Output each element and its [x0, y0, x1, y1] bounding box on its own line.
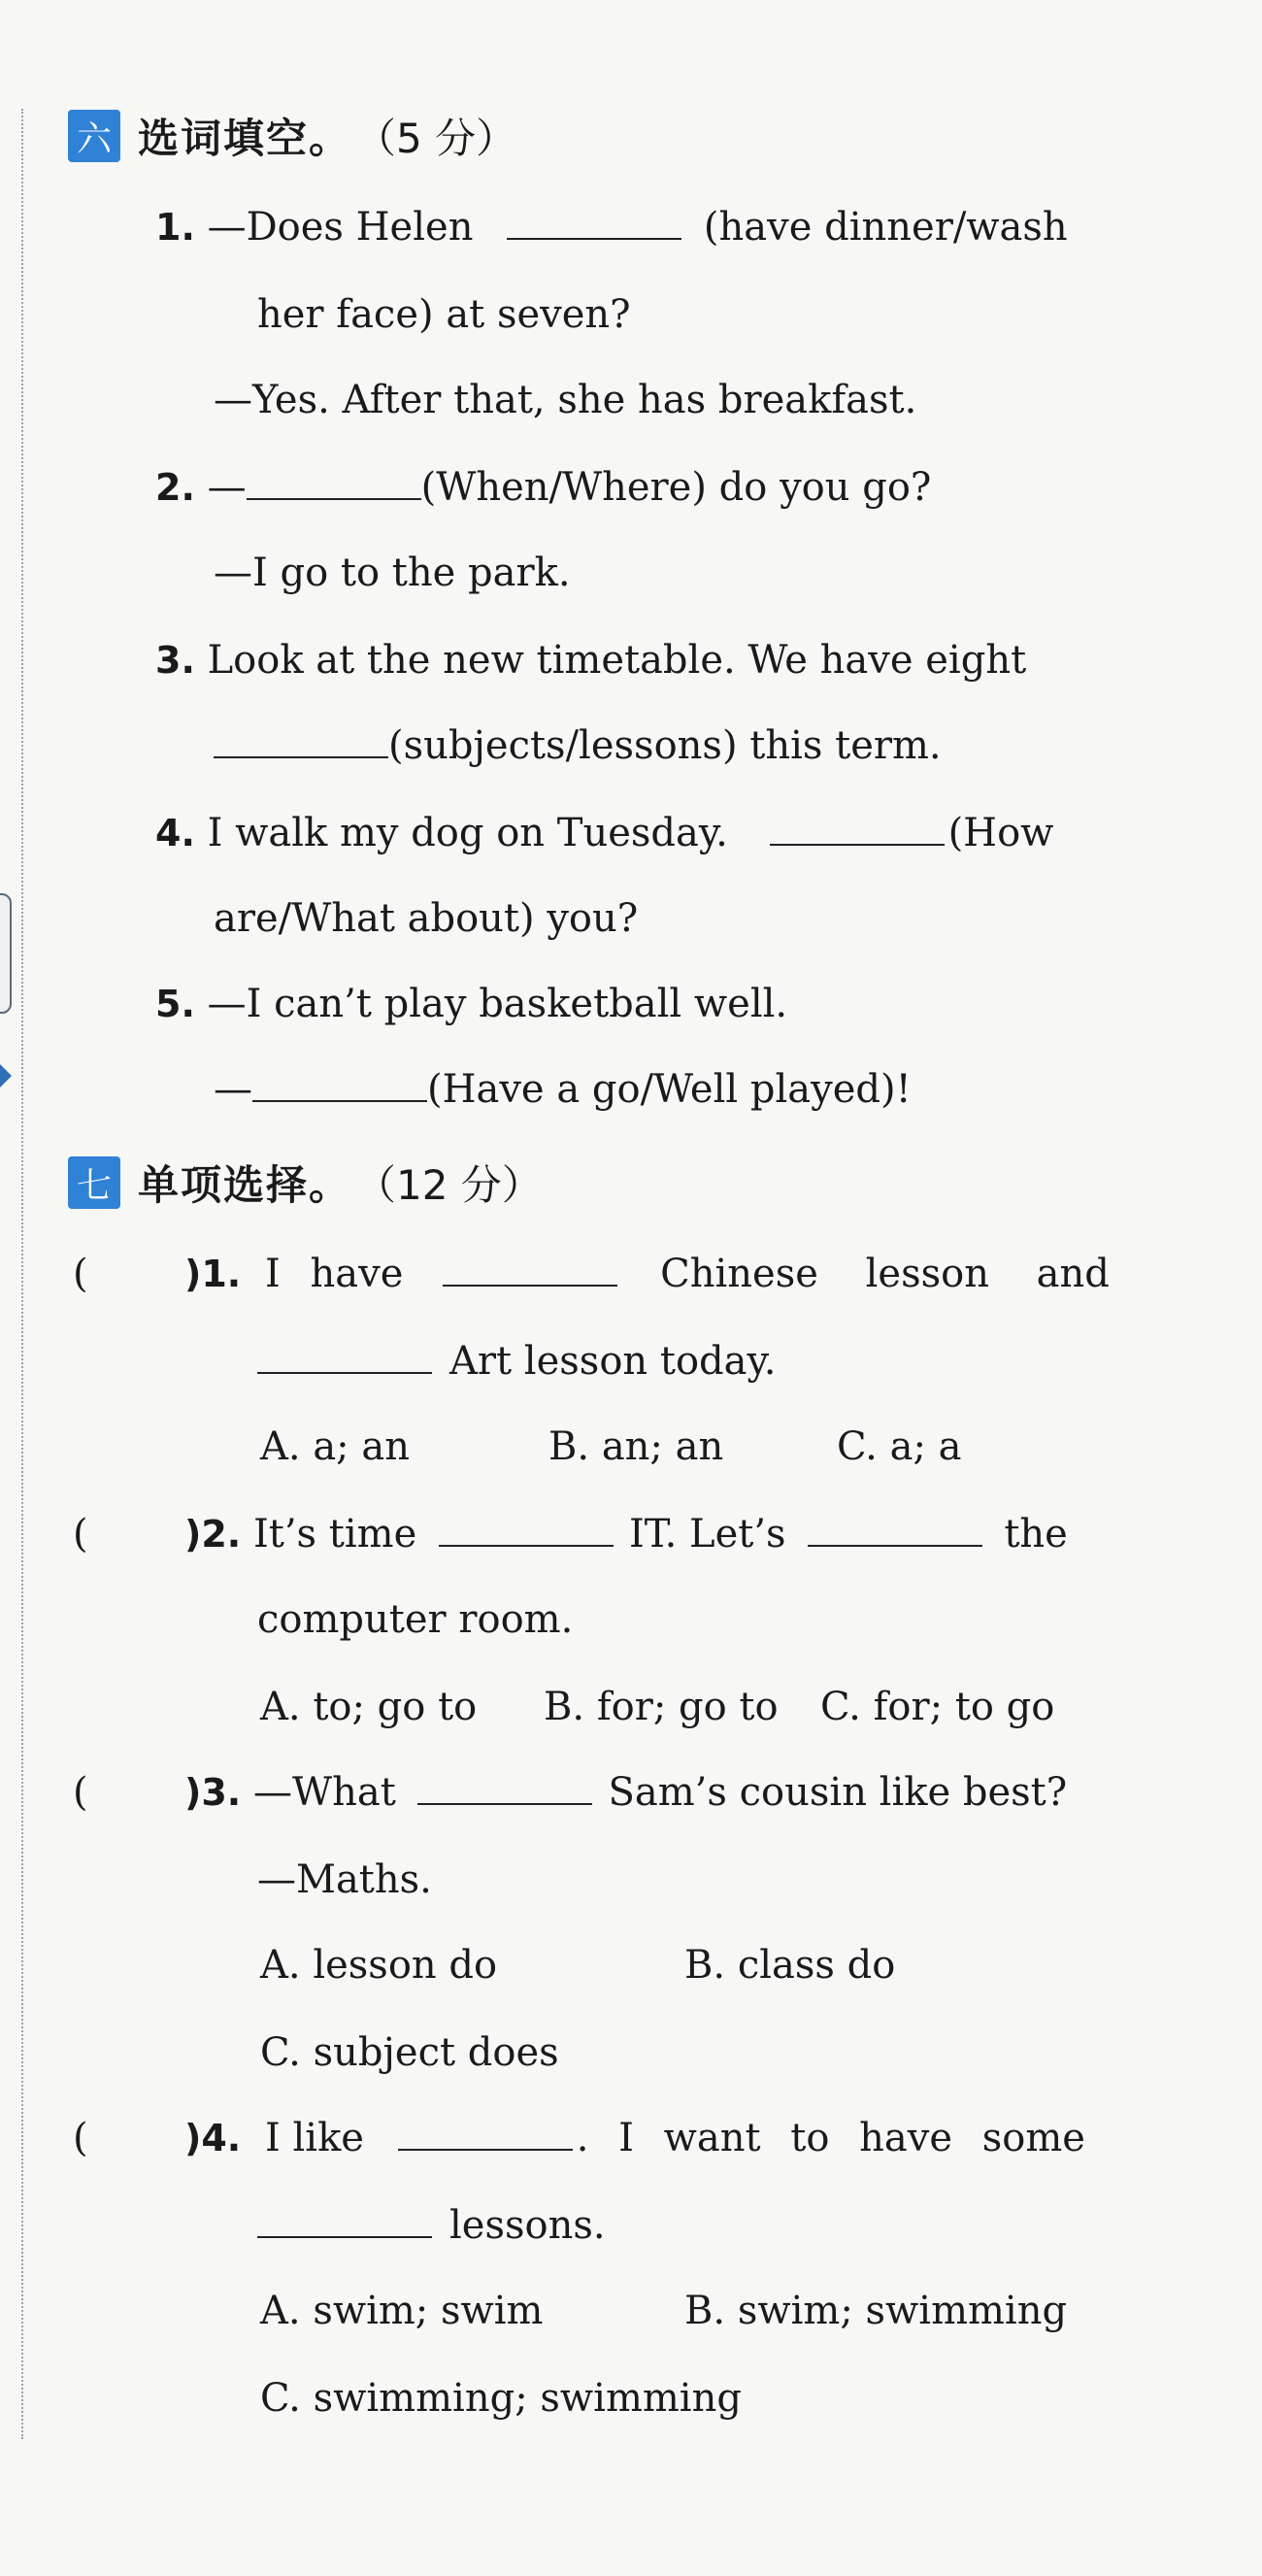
answer-blank[interactable] — [257, 1343, 432, 1374]
s6-q5-line2 — [214, 1066, 912, 1113]
answer-blank[interactable] — [398, 2120, 573, 2151]
choice-text: (When/Where) do you go? — [420, 465, 932, 510]
section-6-score: （5 分） — [355, 115, 517, 162]
s6-q5-line1 — [155, 981, 787, 1027]
question-number: 3. — [155, 639, 195, 682]
answer-blank[interactable] — [257, 2207, 432, 2238]
section-7-title: 单项选择。 — [138, 1161, 352, 1209]
s6-q1-line2: her face) at seven? — [257, 292, 631, 337]
s7-q1-option-b[interactable]: B. an; an — [548, 1424, 724, 1469]
question-number: )1. — [184, 1253, 242, 1295]
s6-q3-line1 — [155, 637, 1026, 684]
question-text: —What — [252, 1770, 396, 1815]
choice-text: (have dinner/wash — [703, 205, 1068, 250]
question-text: Look at the new timetable. We have eight — [207, 638, 1027, 683]
choice-text: (How — [947, 811, 1054, 855]
s6-q1-line1 — [155, 204, 1068, 251]
s7-q4-option-a[interactable]: A. swim; swim — [260, 2289, 544, 2333]
s7-q3-line1 — [184, 1769, 1067, 1816]
s6-q2-line1 — [155, 464, 931, 511]
answer-blank[interactable] — [214, 727, 388, 758]
question-text: —Does Helen — [207, 205, 474, 250]
question-text: . I want to have some — [576, 2116, 1085, 2160]
section-6-badge: 六 — [68, 110, 120, 162]
question-number: )3. — [184, 1771, 242, 1814]
answer-blank[interactable] — [417, 1774, 592, 1805]
question-number: )4. — [184, 2117, 242, 2159]
s7-q3-paren[interactable]: ( — [73, 1770, 88, 1815]
s7-q2-line1 — [184, 1511, 1068, 1557]
s7-q4-option-c[interactable]: C. swimming; swimming — [260, 2376, 742, 2421]
s7-q4-line2 — [257, 2202, 606, 2249]
answer-blank[interactable] — [247, 469, 421, 500]
question-number: 2. — [155, 466, 195, 509]
question-text: Art lesson today. — [449, 1339, 777, 1384]
s6-q4-line2: are/What about) you? — [214, 896, 639, 941]
question-text: I walk my dog on Tuesday. — [207, 811, 728, 855]
edge-arrow-icon — [0, 1064, 12, 1087]
question-text: the — [1004, 1512, 1068, 1556]
s6-q1-line3: —Yes. After that, she has breakfast. — [214, 378, 917, 422]
question-text: I like — [264, 2116, 364, 2160]
answer-blank[interactable] — [439, 1516, 614, 1547]
answer-blank[interactable] — [252, 1071, 427, 1102]
s6-q2-line2: —I go to the park. — [214, 551, 571, 595]
question-text: IT. Let’s — [629, 1512, 786, 1556]
s6-q4-line1 — [155, 810, 1053, 856]
s7-q3-option-a[interactable]: A. lesson do — [260, 1943, 498, 1988]
section-6-heading — [68, 107, 516, 165]
s7-q2-paren[interactable]: ( — [73, 1512, 88, 1556]
answer-blank[interactable] — [770, 815, 945, 846]
s7-q2-option-b[interactable]: B. for; go to — [544, 1685, 779, 1729]
question-text: — — [207, 465, 247, 510]
question-text: Chinese lesson and — [660, 1252, 1110, 1296]
question-text: lessons. — [449, 2203, 606, 2248]
section-7-badge: 七 — [68, 1156, 120, 1209]
s7-q1-option-c[interactable]: C. a; a — [837, 1424, 962, 1469]
question-number: )2. — [184, 1513, 242, 1556]
s7-q3-option-c[interactable]: C. subject does — [260, 2030, 559, 2075]
choice-text: (Have a go/Well played)! — [427, 1067, 912, 1112]
s7-q1-paren[interactable]: ( — [73, 1252, 88, 1296]
s7-q1-option-a[interactable]: A. a; an — [260, 1424, 410, 1469]
answer-blank[interactable] — [808, 1516, 982, 1547]
question-number: 1. — [155, 206, 195, 249]
dash: — — [214, 1067, 252, 1112]
s7-q1-line2 — [257, 1338, 776, 1385]
question-number: 5. — [155, 983, 195, 1025]
s7-q3-option-b[interactable]: B. class do — [684, 1943, 896, 1988]
answer-blank[interactable] — [443, 1255, 617, 1287]
s7-q2-option-c[interactable]: C. for; to go — [820, 1685, 1055, 1729]
section-7-heading — [68, 1154, 543, 1212]
section-6-title: 选词填空。 — [138, 115, 352, 162]
question-text: —I can’t play basketball well. — [207, 982, 788, 1026]
question-number: 4. — [155, 812, 195, 854]
margin-dotted-rule — [21, 109, 23, 2439]
question-text: It’s time — [252, 1512, 417, 1556]
question-text: Sam’s cousin like best? — [608, 1770, 1068, 1815]
question-text: I have — [264, 1252, 404, 1296]
s7-q4-option-b[interactable]: B. swim; swimming — [684, 2289, 1068, 2333]
s7-q3-line2: —Maths. — [257, 1857, 432, 1902]
s7-q1-line1 — [184, 1251, 1110, 1297]
s7-q2-line2: computer room. — [257, 1597, 574, 1642]
s7-q4-line1 — [184, 2115, 1085, 2161]
choice-text: (subjects/lessons) this term. — [388, 723, 942, 768]
s7-q4-paren[interactable]: ( — [73, 2116, 88, 2160]
s6-q3-line2 — [214, 722, 942, 769]
answer-blank[interactable] — [507, 209, 681, 240]
section-7-score: （12 分） — [355, 1161, 543, 1209]
edge-tab — [0, 893, 12, 1014]
s7-q2-option-a[interactable]: A. to; go to — [260, 1685, 478, 1729]
